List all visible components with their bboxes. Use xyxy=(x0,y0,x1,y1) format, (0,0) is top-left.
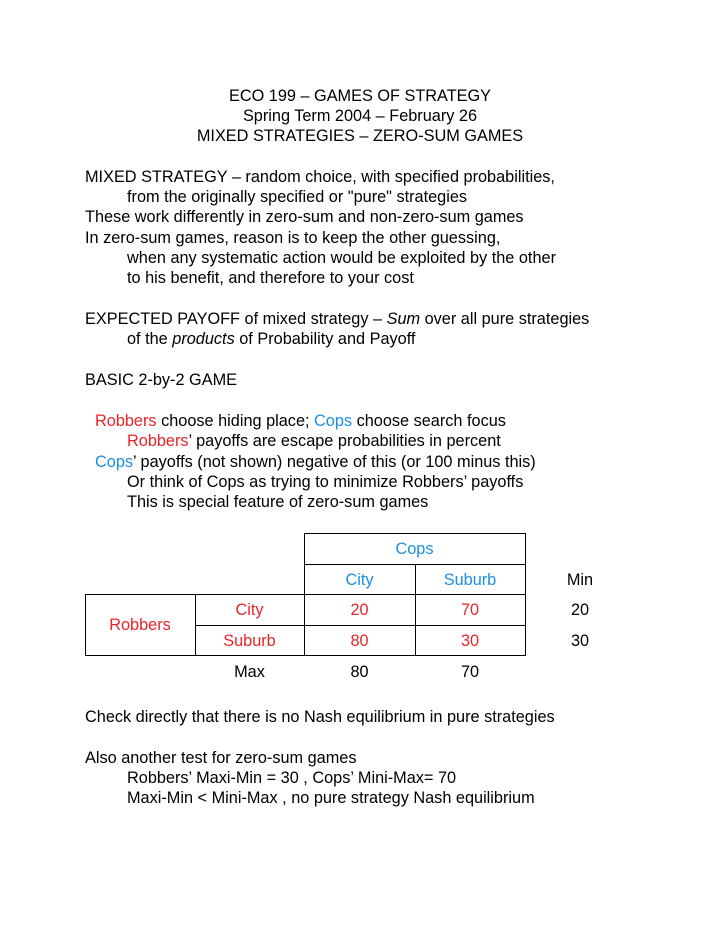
basic-l1-end: choose search focus xyxy=(352,412,506,430)
expected-text-d: of Probability and Payoff xyxy=(239,330,416,348)
col-strategy-city: City xyxy=(345,571,374,589)
table-row-divider xyxy=(195,625,526,626)
check-line-1: Check directly that there is no Nash equilibrium in pure strategies xyxy=(85,708,555,726)
check-line-3: Robbers’ Maxi-Min = 30 , Cops’ Mini-Max= 70 xyxy=(127,769,457,787)
basic-line-1 xyxy=(95,411,506,431)
basic-line-2 xyxy=(127,431,501,451)
lecture-topic: MIXED STRATEGIES – ZERO-SUM GAMES xyxy=(196,127,524,145)
robbers-label: Robbers xyxy=(127,432,189,450)
row-strategy-suburb: Suburb xyxy=(223,632,276,650)
basic-line-3 xyxy=(95,452,536,472)
col-max-city: 80 xyxy=(350,663,369,681)
payoff-suburb-suburb: 30 xyxy=(460,632,480,650)
basic-line-5: This is special feature of zero-sum games xyxy=(127,493,429,511)
expected-text-a: EXPECTED PAYOFF of mixed strategy – xyxy=(85,310,387,328)
payoff-city-city: 20 xyxy=(350,601,369,619)
max-row-label: Max xyxy=(234,663,265,681)
row-min-city: 20 xyxy=(570,601,590,619)
course-title: ECO 199 – GAMES OF STRATEGY xyxy=(228,87,492,105)
row-player-label: Robbers xyxy=(109,616,171,634)
mixed-strategy-def-cont: from the originally specified or "pure" strategies xyxy=(127,188,468,206)
col-max-suburb: 70 xyxy=(460,663,480,681)
expected-text-c: of the xyxy=(127,330,173,348)
expected-payoff-cont xyxy=(127,329,415,349)
table-right-border xyxy=(525,533,526,655)
table-body-top xyxy=(85,594,526,595)
mixed-line-6: to his benefit, and therefore to your cost xyxy=(127,269,414,287)
robbers-label: Robbers xyxy=(95,412,157,430)
col-strategy-suburb: Suburb xyxy=(443,571,497,589)
table-top-border xyxy=(304,533,526,534)
expected-text-b: over all pure strategies xyxy=(420,310,590,328)
mixed-strategy-def: MIXED STRATEGY – random choice, with specified probabilities, xyxy=(85,168,555,186)
mixed-line-4: In zero-sum games, reason is to keep the other guessing, xyxy=(85,229,501,247)
sum-emphasis: Sum xyxy=(386,310,421,328)
cops-label: Cops xyxy=(314,412,353,430)
mixed-line-5: when any systematic action would be exploited by the other xyxy=(127,249,556,267)
row-strategy-city: City xyxy=(235,601,264,619)
min-header: Min xyxy=(566,571,594,589)
col-player-label: Cops xyxy=(395,540,434,558)
term-date: Spring Term 2004 – February 26 xyxy=(242,107,478,125)
basic-l2-end: ’ payoffs are escape probabilities in percent xyxy=(188,432,501,450)
payoff-suburb-city: 80 xyxy=(350,632,369,650)
basic-l1-mid: choose hiding place; xyxy=(156,412,315,430)
products-emphasis: products xyxy=(172,330,235,348)
mixed-line-3: These work differently in zero-sum and non-zero-sum games xyxy=(85,208,524,226)
payoff-city-suburb: 70 xyxy=(460,601,480,619)
check-line-4: Maxi-Min < Mini-Max , no pure strategy Nash equilibrium xyxy=(127,789,535,807)
table-bottom-border xyxy=(85,655,526,656)
row-min-suburb: 30 xyxy=(570,632,590,650)
basic-game-heading: BASIC 2-by-2 GAME xyxy=(85,371,238,389)
check-line-2: Also another test for zero-sum games xyxy=(85,749,357,767)
expected-payoff-def xyxy=(85,309,589,329)
basic-line-4: Or think of Cops as trying to minimize Robbers’ payoffs xyxy=(127,473,524,491)
cops-label: Cops xyxy=(95,453,134,471)
basic-l3-end: ’ payoffs (not shown) negative of this (or 100 minus this) xyxy=(133,453,536,471)
